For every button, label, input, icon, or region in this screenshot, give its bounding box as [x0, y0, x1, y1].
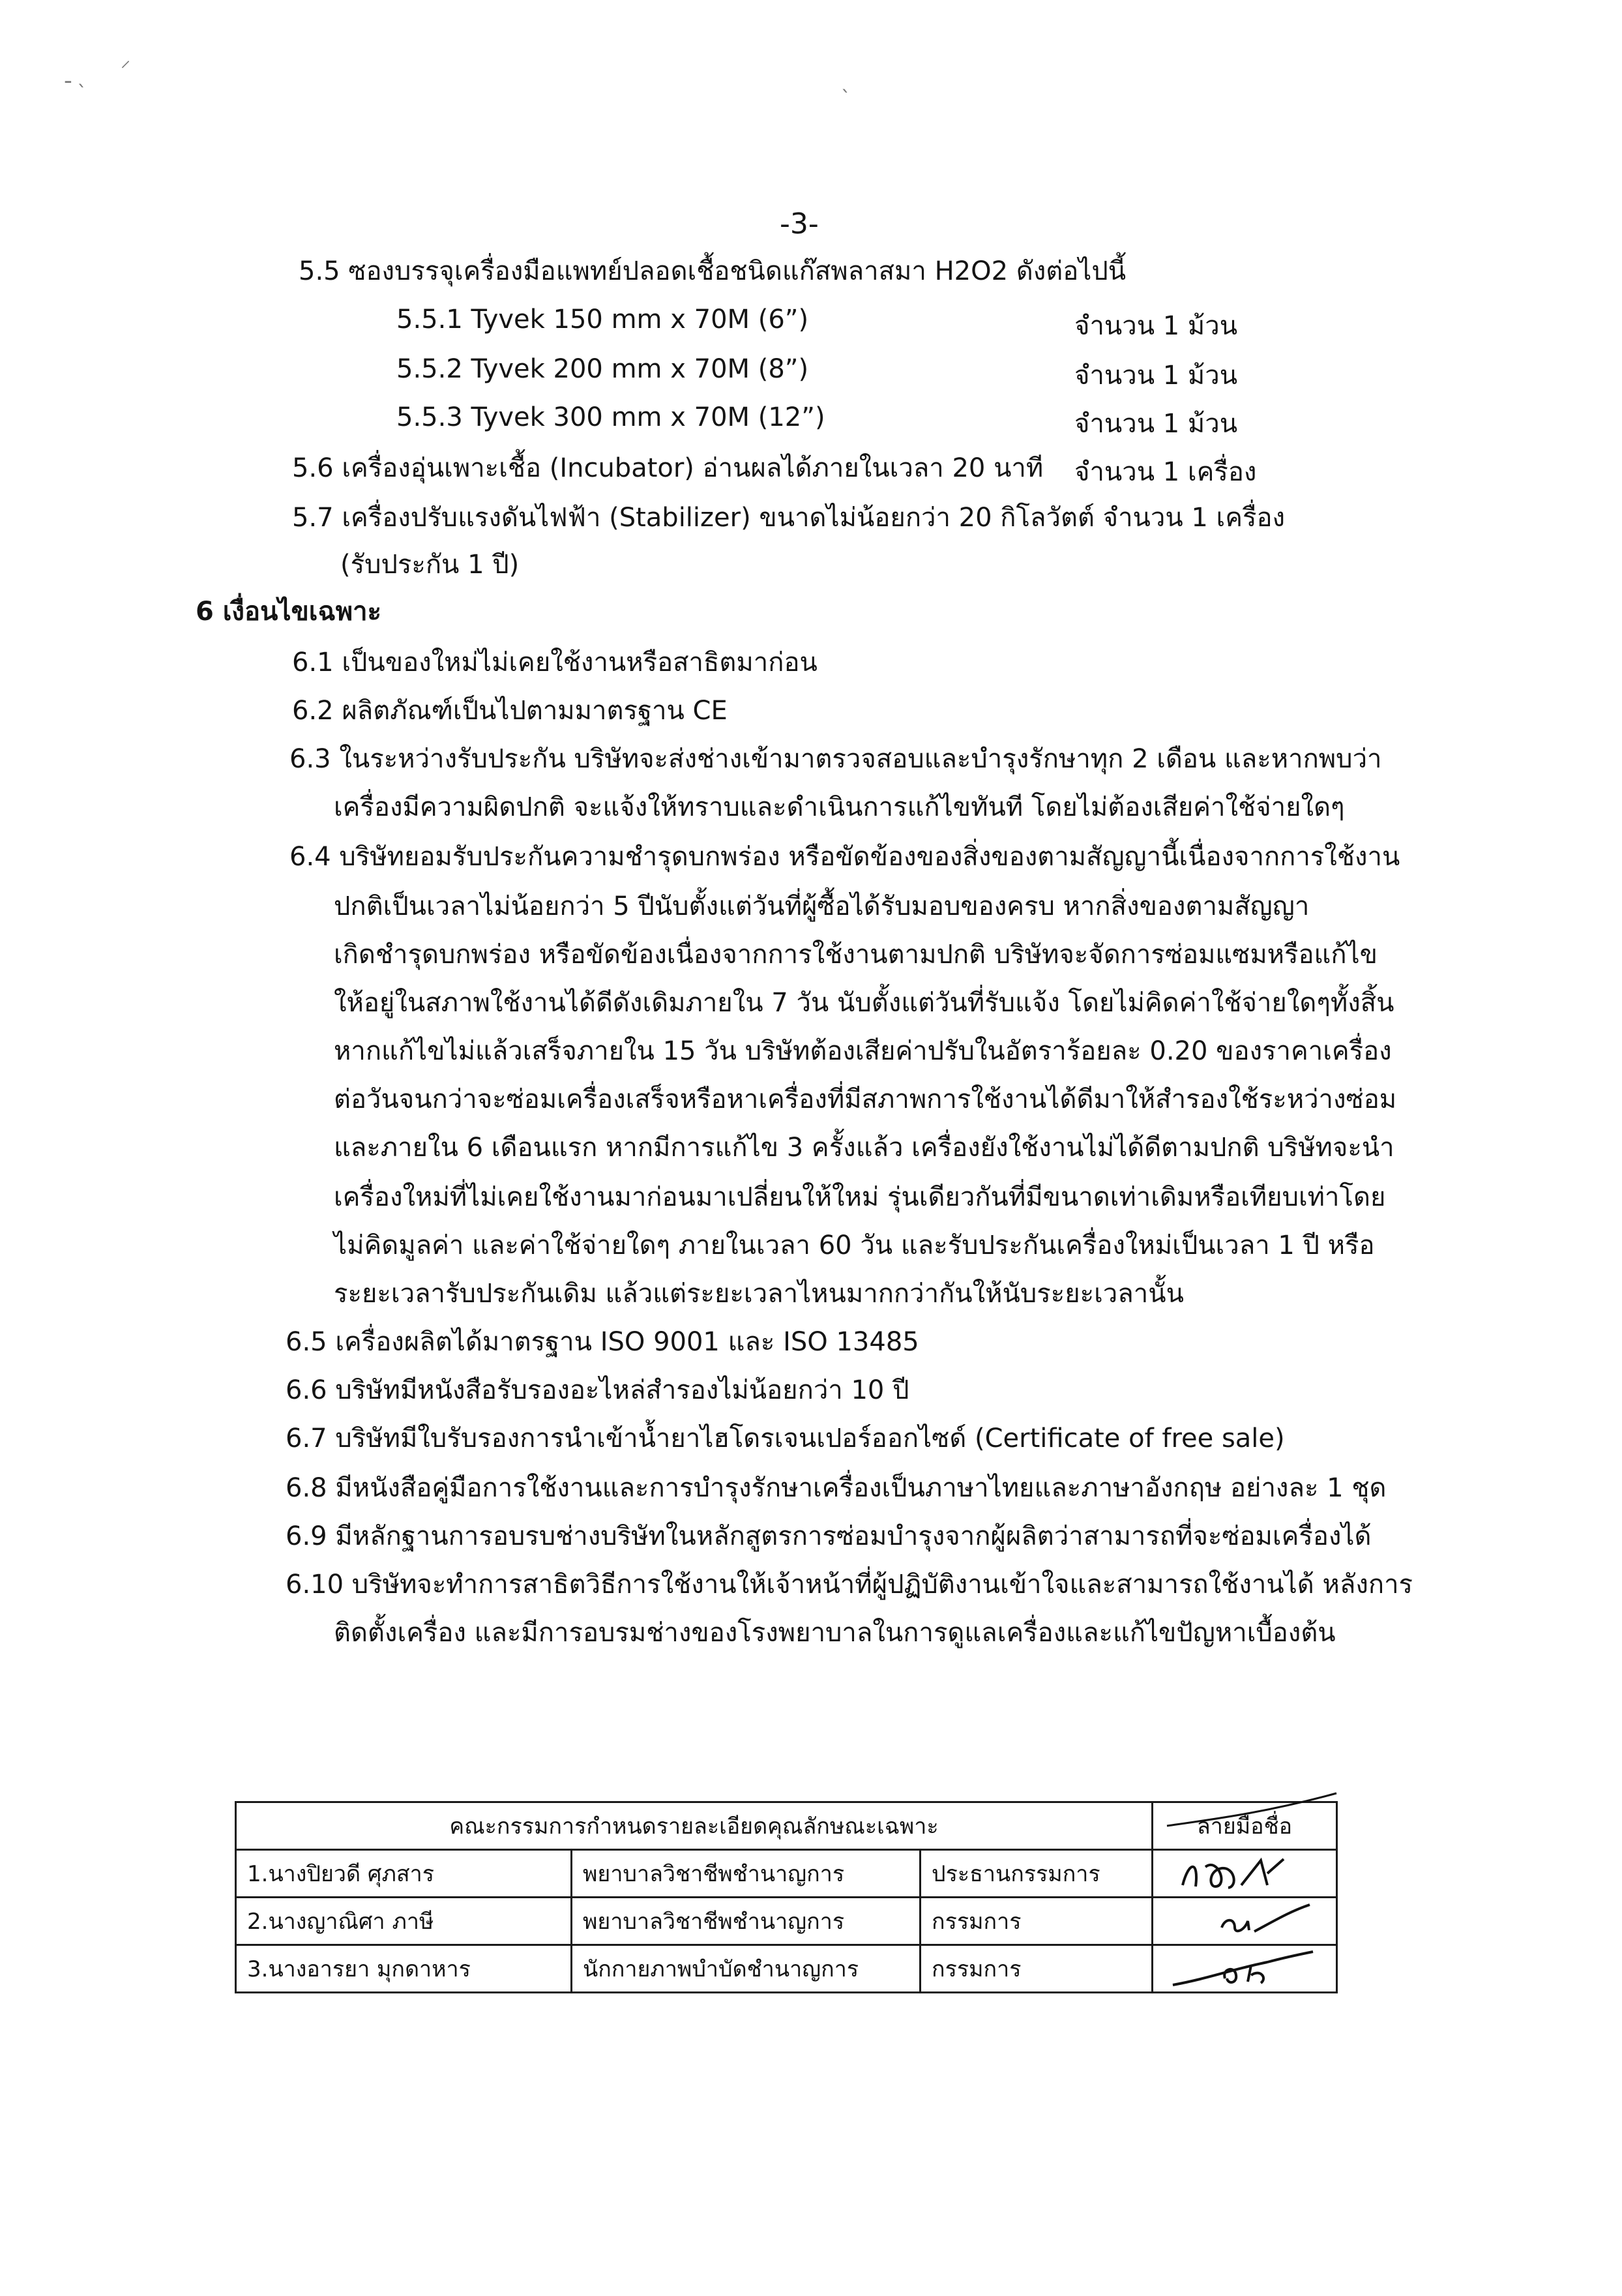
scan-mark: ⸝	[121, 49, 130, 72]
committee-header: คณะกรรมการกำหนดรายละเอียดคุณลักษณะเฉพาะ	[236, 1802, 1153, 1850]
item-6-4-cont-3: ให้อยู่ในสภาพใช้งานได้ดีดังเดิมภายใน 7 วัน นับตั้งแต่วันที่รับแจ้ง โดยไม่คิดค่าใช้จ่ายใดๆทั้งสิ้น	[334, 988, 1394, 1018]
table-row	[236, 1945, 1337, 1993]
scan-mark: ˎ	[841, 70, 851, 93]
item-6-1: 6.1 เป็นของใหม่ไม่เคยใช้งานหรือสาธิตมาก่อน	[292, 648, 818, 678]
item-5-5-2-qty: จำนวน 1 ม้วน	[1074, 361, 1238, 391]
item-6-4-cont-4: หากแก้ไขไม่แล้วเสร็จภายใน 15 วัน บริษัทต้องเสียค่าปรับในอัตราร้อยละ 0.20 ของราคาเครื่อง	[334, 1036, 1392, 1066]
item-6-10: 6.10 บริษัทจะทำการสาธิตวิธีการใช้งานให้เจ้าหน้าที่ผู้ปฏิบัติงานเข้าใจและสามารถใช้งานได้ หลังการ	[286, 1570, 1413, 1600]
handwritten-signature-3	[1170, 1949, 1320, 1988]
signature-flourish	[1160, 1787, 1343, 1832]
table-row	[236, 1898, 1337, 1945]
member-name: 2.นางญาณิศา ภาษี	[236, 1898, 572, 1945]
item-6-4-cont-7: เครื่องใหม่ที่ไม่เคยใช้งานมาก่อนมาเปลี่ยนให้ใหม่ รุ่นเดียวกันที่มีขนาดเท่าเดิมหรือเทียบเท่าโดย	[334, 1182, 1386, 1212]
item-6-4-cont-9: ระยะเวลารับประกันเดิม แล้วแต่ระยะเวลาไหนมากกว่ากันให้นับระยะเวลานั้น	[334, 1279, 1184, 1309]
section-6-heading: 6 เงื่อนไขเฉพาะ	[196, 597, 382, 627]
signature-cell	[1153, 1945, 1337, 1993]
table-row	[236, 1850, 1337, 1898]
item-6-9: 6.9 มีหลักฐานการอบรบช่างบริษัทในหลักสูตรการซ่อมบำรุงจากผู้ผลิตว่าสามารถที่จะซ่อมเครื่องได้	[286, 1521, 1372, 1551]
item-6-3-cont: เครื่องมีความผิดปกติ จะแจ้งให้ทราบและดำเนินการแก้ไขทันที โดยไม่ต้องเสียค่าใช้จ่ายใดๆ	[334, 792, 1345, 822]
item-5-5-1-qty: จำนวน 1 ม้วน	[1074, 311, 1238, 341]
signature-cell	[1153, 1850, 1337, 1898]
item-6-4-cont-2: เกิดชำรุดบกพร่อง หรือขัดข้องเนื่องจากการใช้งานตามปกติ บริษัทจะจัดการซ่อมแซมหรือแก้ไข	[334, 940, 1378, 970]
item-6-7: 6.7 บริษัทมีใบรับรองการนำเข้าน้ำยาไฮโดรเจนเปอร์ออกไซด์ (Certificate of free sale)	[286, 1424, 1285, 1454]
signature-cell	[1153, 1898, 1337, 1945]
handwritten-signature-2	[1170, 1901, 1320, 1941]
member-position: พยาบาลวิชาชีพชำนาญการ	[572, 1850, 921, 1898]
handwritten-signature-1	[1170, 1854, 1320, 1893]
item-6-3: 6.3 ในระหว่างรับประกัน บริษัทจะส่งช่างเข้ามาตรวจสอบและบำรุงรักษาทุก 2 เดือน และหากพบว่า	[289, 744, 1382, 774]
item-6-8: 6.8 มีหนังสือคู่มือการใช้งานและการบำรุงรักษาเครื่องเป็นภาษาไทยและภาษาอังกฤษ อย่างละ 1 ชุด	[286, 1473, 1387, 1503]
signature-header: ลายมือชื่อ	[1153, 1802, 1337, 1850]
item-5-5-1: 5.5.1 Tyvek 150 mm x 70M (6”)	[396, 305, 809, 335]
item-6-4-cont-1: ปกติเป็นเวลาไม่น้อยกว่า 5 ปีนับตั้งแต่วันที่ผู้ซื้อได้รับมอบของครบ หากสิ่งของตามสัญญา	[334, 891, 1310, 921]
item-6-4-cont-5: ต่อวันจนกว่าจะซ่อมเครื่องเสร็จหรือหาเครื่องที่มีสภาพการใช้งานได้ดีมาให้สำรองใช้ระหว่างซ่อม	[334, 1084, 1397, 1114]
item-6-4-cont-8: ไม่คิดมูลค่า และค่าใช้จ่ายใดๆ ภายในเวลา 60 วัน และรับประกันเครื่องใหม่เป็นเวลา 1 ปี หรือ	[334, 1230, 1375, 1260]
item-5-5-3-qty: จำนวน 1 ม้วน	[1074, 409, 1238, 439]
member-role: ประธานกรรมการ	[921, 1850, 1153, 1898]
member-role: กรรมการ	[921, 1945, 1153, 1993]
member-role: กรรมการ	[921, 1898, 1153, 1945]
item-5-5: 5.5 ซองบรรจุเครื่องมือแพทย์ปลอดเชื้อชนิดแก๊สพลาสมา H2O2 ดังต่อไปนี้	[299, 256, 1127, 286]
item-5-5-3: 5.5.3 Tyvek 300 mm x 70M (12”)	[396, 402, 825, 432]
item-5-6-qty: จำนวน 1 เครื่อง	[1074, 457, 1257, 487]
scan-mark: ـ ˎ	[65, 65, 87, 88]
item-5-7-continued: (รับประกัน 1 ปี)	[340, 550, 520, 580]
item-6-5: 6.5 เครื่องผลิตได้มาตรฐาน ISO 9001 และ ISO 13485	[286, 1327, 919, 1357]
item-5-5-2: 5.5.2 Tyvek 200 mm x 70M (8”)	[396, 354, 809, 384]
item-6-2: 6.2 ผลิตภัณฑ์เป็นไปตามมาตรฐาน CE	[292, 696, 728, 726]
member-name: 3.นางอารยา มุกดาหาร	[236, 1945, 572, 1993]
member-position: พยาบาลวิชาชีพชำนาญการ	[572, 1898, 921, 1945]
item-6-4: 6.4 บริษัทยอมรับประกันความชำรุดบกพร่อง หรือขัดข้องของสิ่งของตามสัญญานี้เนื่องจากการใช้งาน	[289, 842, 1400, 872]
member-position: นักกายภาพบำบัดชำนาญการ	[572, 1945, 921, 1993]
item-5-6: 5.6 เครื่องอุ่นเพาะเชื้อ (Incubator) อ่านผลได้ภายในเวลา 20 นาที	[292, 453, 1044, 483]
page-number: -3-	[780, 207, 819, 241]
item-6-4-cont-6: และภายใน 6 เดือนแรก หากมีการแก้ไข 3 ครั้งแล้ว เครื่องยังใช้งานไม่ได้ดีตามปกติ บริษัทจะนำ	[334, 1133, 1394, 1163]
item-6-10-cont: ติดตั้งเครื่อง และมีการอบรมช่างของโรงพยาบาลในการดูแลเครื่องและแก้ไขปัญหาเบื้องต้น	[334, 1618, 1336, 1648]
member-name: 1.นางปิยวดี ศุภสาร	[236, 1850, 572, 1898]
item-5-7: 5.7 เครื่องปรับแรงดันไฟฟ้า (Stabilizer) ขนาดไม่น้อยกว่า 20 กิโลวัตต์ จำนวน 1 เครื่อง	[292, 503, 1286, 533]
item-6-6: 6.6 บริษัทมีหนังสือรับรองอะไหล่สำรองไม่น้อยกว่า 10 ปี	[286, 1375, 909, 1405]
